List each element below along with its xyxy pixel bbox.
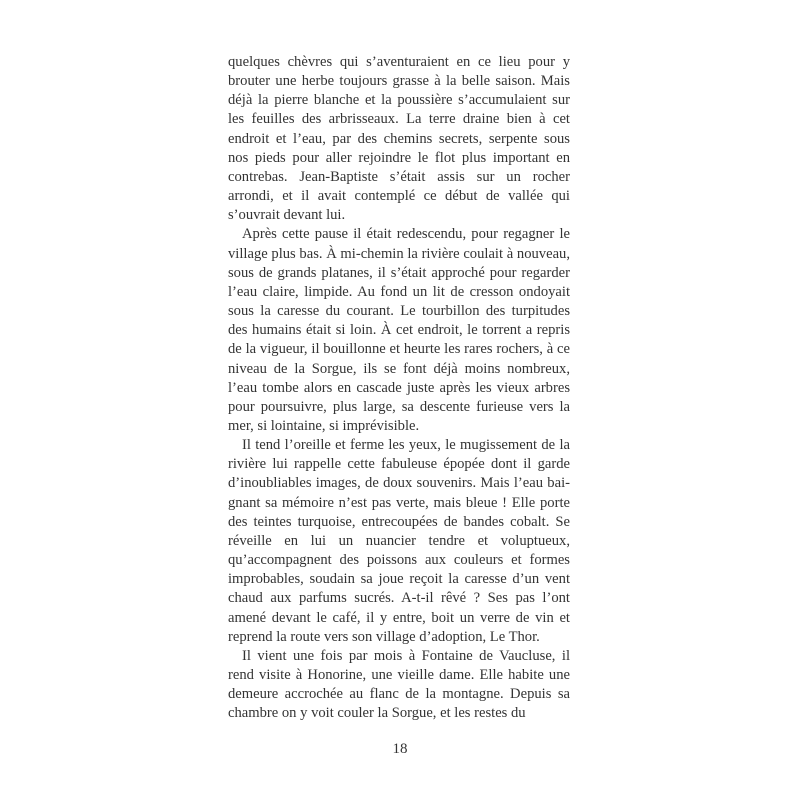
paragraph-4: Il vient une fois par mois à Fontaine de Vaucluse, il rend visite à Honorine, une vieille dame. Elle habite une demeure accrochée au flanc de la montagne. Depuis sa chambre on y voit couler la Sorgue, et les restes du [228,647,570,722]
paragraph-1: quelques chèvres qui s’aventuraient en ce lieu pour y brouter une herbe toujours grasse à la belle saison. Mais déjà la pierre blanche et la poussière s’accumulaient sur les feuilles des arbrisseaux. La terre draine bien à cet endroit et l’eau, par des chemins secrets, serpente sous nos pieds pour aller rejoindre le flot plus important en contrebas. Jean-Baptiste s’était assis sur un rocher arrondi, et il avait contemplé ce début de vallée qui s’ouvrait devant lui. [228,54,570,224]
paragraph-3: Il tend l’oreille et ferme les yeux, le mugissement de la rivière lui rappelle cette fabuleuse épopée dont il garde d’inoubliables images, de doux souvenirs. Mais l’eau baignant sa mémoire n’est pas verte, mais bleue ! Elle porte des teintes turquoise, entrecoupées de bandes cobalt. Se réveille en lui un nuancier tendre et voluptueux, qu’accompagnent des poissons aux couleurs et formes improbables, soudain sa joue reçoit la caresse d’un vent chaud aux parfums sucrés. A-t-il rêvé ? Ses pas l’ont amené devant le café, il y entre, boit un verre de vin et reprend la route vers son village d’adoption, Le Thor. [228,437,570,645]
paragraph-2: Après cette pause il était redescendu, pour regagner le village plus bas. À mi-chemin la rivière coulait à nouveau, sous de grands platanes, il s’était approché pour regarder l’eau claire, limpide. Au fond un lit de cresson ondoyait sous la caresse du courant. Le tourbillon des turpitudes des humains était si loin. À cet endroit, le torrent a repris de la vigueur, il bouillonne et heurte les rares rochers, à ce niveau de la Sorgue, ils se font déjà moins nombreux, l’eau tombe alors en cascade juste après les vieux arbres pour poursuivre, plus large, sa descente furieuse vers la mer, si lointaine, si imprévisible. [228,226,570,434]
page-number: 18 [392,741,408,757]
body-text [228,53,570,723]
